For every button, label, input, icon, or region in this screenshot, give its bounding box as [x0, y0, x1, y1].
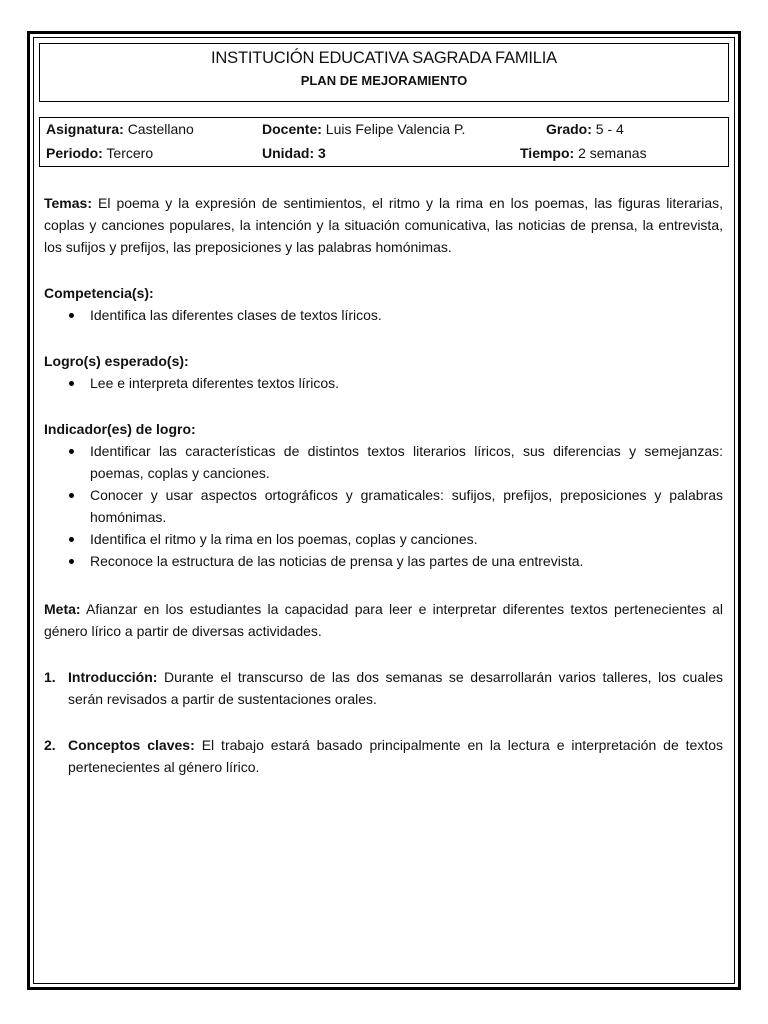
asignatura	[46, 121, 194, 137]
periodo	[46, 145, 153, 161]
numbered-item-introduccion	[44, 666, 723, 710]
periodo-value: Tercero	[106, 145, 154, 161]
header-box	[39, 43, 729, 102]
item-label: Introducción:	[68, 669, 158, 685]
meta-text: Afianzar en los estudiantes la capacidad para leer e interpretar diferentes textos pertenecientes al género lírico a partir de diversas actividades.	[44, 601, 723, 639]
indicadores-title: Indicador(es) de logro:	[44, 421, 196, 437]
item-text: El trabajo estará basado principalmente en la lectura e interpretación de textos pertenecientes al género lírico.	[68, 737, 724, 775]
list-item: Identifica el ritmo y la rima en los poemas, coplas y canciones.	[44, 528, 723, 550]
logros-title: Logro(s) esperado(s):	[44, 353, 189, 369]
list-item: Conocer y usar aspectos ortográficos y gramaticales: sufijos, prefijos, preposiciones y palabras homónimas.	[44, 484, 723, 528]
list-item: Reconoce la estructura de las noticias de prensa y las partes de una entrevista.	[44, 550, 723, 572]
list-item: Lee e interpreta diferentes textos líricos.	[44, 372, 723, 394]
unidad	[262, 145, 326, 161]
docente-value: Luis Felipe Valencia P.	[325, 121, 466, 137]
indicadores-list	[44, 440, 723, 572]
unidad-label: Unidad: 3	[262, 145, 326, 161]
temas-paragraph	[44, 192, 723, 258]
info-box	[39, 117, 729, 167]
temas-text: El poema y la expresión de sentimientos, el ritmo y la rima en los poemas, las figuras literarias, coplas y canciones populares, la intención y la situación comunicativa, las noticias de prensa, la entrevista, los sufijos y prefijos, las preposiciones y las palabras homónimas.	[44, 195, 723, 255]
periodo-label: Periodo:	[46, 145, 103, 161]
item-number: 2.	[44, 737, 56, 753]
list-item: Identifica las diferentes clases de textos líricos.	[44, 304, 723, 326]
grado-value: 5 - 4	[595, 121, 624, 137]
meta-paragraph	[44, 598, 723, 642]
institution-title: INSTITUCIÓN EDUCATIVA SAGRADA FAMILIA	[211, 49, 557, 67]
asignatura-label: Asignatura:	[46, 121, 124, 137]
tiempo-value: 2 semanas	[578, 145, 647, 161]
asignatura-value: Castellano	[127, 121, 194, 137]
info-row-1	[40, 121, 728, 141]
list-item: Identificar las características de distintos textos literarios líricos, sus diferencias y semejanzas: poemas, coplas y canciones.	[44, 440, 723, 484]
info-row-2	[40, 145, 728, 165]
grado	[546, 121, 624, 137]
docente-label: Docente:	[262, 121, 322, 137]
competencias-title: Competencia(s):	[44, 285, 154, 301]
document-body	[44, 192, 723, 778]
logros-list	[44, 372, 723, 394]
numbered-list	[44, 666, 723, 778]
item-number: 1.	[44, 669, 56, 685]
competencias-list	[44, 304, 723, 326]
plan-title: PLAN DE MEJORAMIENTO	[300, 73, 468, 88]
tiempo	[520, 145, 647, 161]
meta-label: Meta:	[44, 601, 81, 617]
docente	[262, 121, 465, 137]
item-text: Durante el transcurso de las dos semanas se desarrollarán varios talleres, los cuales serán revisados a partir de sustentaciones orales.	[68, 669, 724, 707]
tiempo-label: Tiempo:	[520, 145, 575, 161]
grado-label: Grado:	[546, 121, 592, 137]
numbered-item-conceptos	[44, 734, 723, 778]
item-label: Conceptos claves:	[68, 737, 195, 753]
temas-label: Temas:	[44, 195, 92, 211]
